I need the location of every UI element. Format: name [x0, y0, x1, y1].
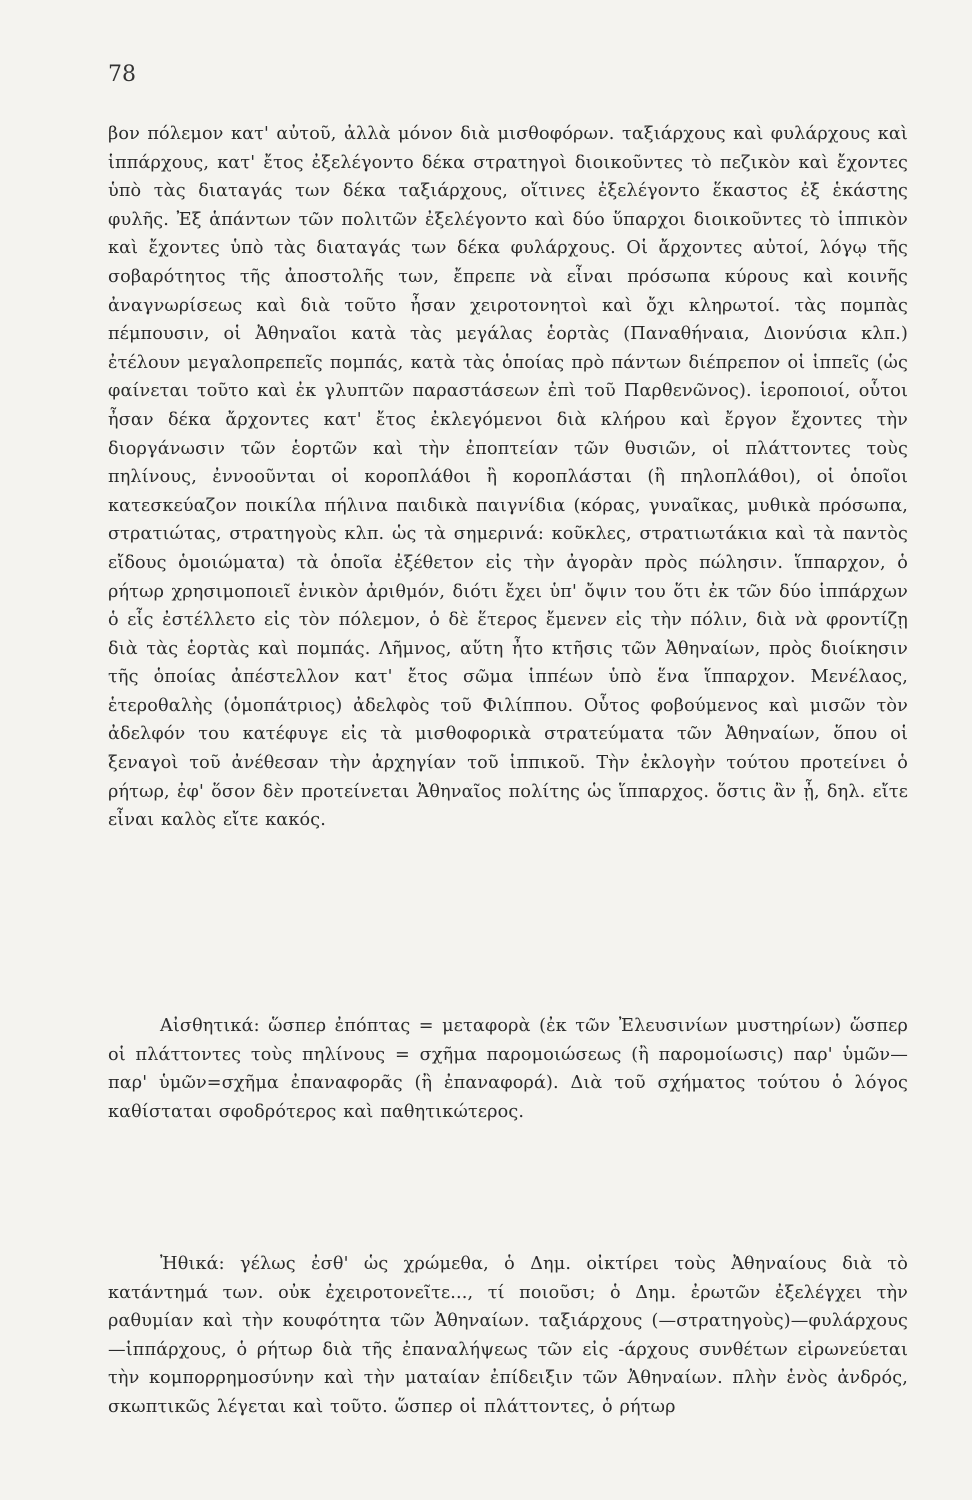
- main-paragraph-text: βον πόλεμον κατ' αὐτοῦ, ἀλλὰ μόνον διὰ μισθοφόρων. ταξιάρχους καὶ φυλάρχους καὶ ἱππάρχους, κατ' ἔτος ἐξελέγοντο δέκα στρατηγοὶ διοικοῦντες τὸ πεζικὸν καὶ ἔχοντες ὑπὸ τὰς διαταγάς των δέκα ταξιάρχους, οἵτινες ἐξελέγοντο ἕκαστος ἐξ ἑκάστης φυλῆς. Ἐξ ἁπάντων τῶν πολιτῶν ἐξελέγοντο καὶ δύο ὕπαρχοι διοικοῦντες τὸ ἱππικὸν καὶ ἔχοντες ὑπὸ τὰς διαταγάς των δέκα φυλάρχους. Οἱ ἄρχοντες αὐτοί, λόγῳ τῆς σοβαρότητος τῆς ἀποστολῆς των, ἔπρεπε νὰ εἶναι πρόσωπα κύρους καὶ κοινῆς ἀναγνωρίσεως καὶ διὰ τοῦτο ἦσαν χειροτονητοὶ καὶ ὄχι κληρωτοί. τὰς πομπὰς πέμπουσιν, οἱ Ἀθηναῖοι κατὰ τὰς μεγάλας ἑορτὰς (Παναθήναια, Διονύσια κλπ.) ἐτέλουν μεγαλοπρεπεῖς πομπάς, κατὰ τὰς ὁποίας πρὸ πάντων διέπρεπον οἱ ἱππεῖς (ὡς φαίνεται τοῦτο καὶ ἐκ γλυπτῶν παραστάσεων ἐπὶ τοῦ Παρθενῶνος). ἱεροποιοί, οὗτοι ἦσαν δέκα ἄρχοντες κατ' ἔτος ἐκλεγόμενοι διὰ κλήρου καὶ ἔργον ἔχοντες τὴν διοργάνωσιν τῶν ἑορτῶν καὶ τὴν ἐποπτείαν τῶν θυσιῶν, οἱ πλάττοντες τοὺς πηλίνους, ἐννοοῦνται οἱ κοροπλάθοι ἢ κοροπλάσται (ἢ πηλοπλάθοι), οἱ ὁποῖοι κατεσκεύαζον ποικίλα πήλινα παιδικὰ παιγνίδια (κόρας, γυναῖκας, μυθικὰ πρόσωπα, στρατιώτας, στρατηγοὺς κλπ. ὡς τὰ σημερινά: κοῦκλες, στρατιωτάκια καὶ τὰ παντὸς εἴδους ὁμοιώματα) τὰ ὁποῖα ἐξέθετον εἰς τὴν ἀγορὰν πρὸς πώλησιν. ἵππαρχον, ὁ ρήτωρ χρησιμοποιεῖ ἑνικὸν ἀριθμόν, διότι ἔχει ὑπ' ὄψιν του ὅτι ἐκ τῶν δύο ἱππάρχων ὁ εἷς ἐστέλλετο εἰς τὸν πόλεμον, ὁ δὲ ἕτερος ἔμενεν εἰς τὴν πόλιν, διὰ νὰ φροντίζῃ διὰ τὰς ἑορτὰς καὶ πομπάς. Λῆμνος, αὕτη ἦτο κτῆσις τῶν Ἀθηναίων, πρὸς διοίκησιν τῆς ὁποίας ἀπέστελλον κατ' ἔτος σῶμα ἱππέων ὑπὸ ἕνα ἵππαρχον. Μενέλαος, ἑτεροθαλὴς (ὁμοπάτριος) ἀδελφὸς τοῦ Φιλίππου. Οὗτος φοβούμενος καὶ μισῶν τὸν ἀδελφόν του κατέφυγε εἰς τὰ μισθοφορικὰ στρατεύματα τῶν Ἀθηναίων, ὅπου οἱ ξεναγοὶ τοῦ ἀνέθεσαν τὴν ἀρχηγίαν τοῦ ἱππικοῦ. Τὴν ἐκλογὴν τούτου προτείνει ὁ ρήτωρ, ἐφ' ὅσον δὲν προτείνεται Ἀθηναῖος πολίτης ὡς ἵππαρχος. ὅστις ἂν ᾖ, δηλ. εἴτε εἶναι καλὸς εἴτε κακός.: [108, 124, 908, 831]
- commentary-main-paragraph: [108, 120, 908, 835]
- ethical-notes-text: Ἠθικά: γέλως ἐσθ' ὡς χρώμεθα, ὁ Δημ. οἰκτίρει τοὺς Ἀθηναίους διὰ τὸ κατάντημά των. οὐκ ἐχειροτονεῖτε..., τί ποιοῦσι; ὁ Δημ. ἐρωτῶν ἐξελέγχει τὴν ραθυμίαν καὶ τὴν κουφότητα τῶν Ἀθηναίων. ταξιάρχους (—στρατηγοὺς)—φυλάρχους—ἱππάρχους, ὁ ρήτωρ διὰ τῆς ἐπαναλήψεως τῶν εἰς -άρχους συνθέτων εἰρωνεύεται τὴν κομπορρημοσύνην καὶ τὴν ματαίαν ἐπίδειξιν τῶν Ἀθηναίων. πλὴν ἑνὸς ἀνδρός, σκωπτικῶς λέγεται καὶ τοῦτο. ὥσπερ οἱ πλάττοντες, ὁ ρήτωρ: [108, 1254, 908, 1417]
- aesthetic-notes-section: [108, 1012, 908, 1126]
- aesthetic-notes-text: Αἰσθητικά: ὥσπερ ἐπόπτας = μεταφορὰ (ἐκ τῶν Ἐλευσινίων μυστηρίων) ὥσπερ οἱ πλάττοντες τοὺς πηλίνους = σχῆμα παρομοιώσεως (ἢ παρομοίωσις) παρ' ὑμῶν—παρ' ὑμῶν=σχῆμα ἐπαναφορᾶς (ἢ ἐπαναφορά). Διὰ τοῦ σχήματος τούτου ὁ λόγος καθίσταται σφοδρότερος καὶ παθητικώτερος.: [108, 1016, 908, 1122]
- page-number: 78: [108, 62, 136, 87]
- ethical-notes-section: [108, 1250, 908, 1422]
